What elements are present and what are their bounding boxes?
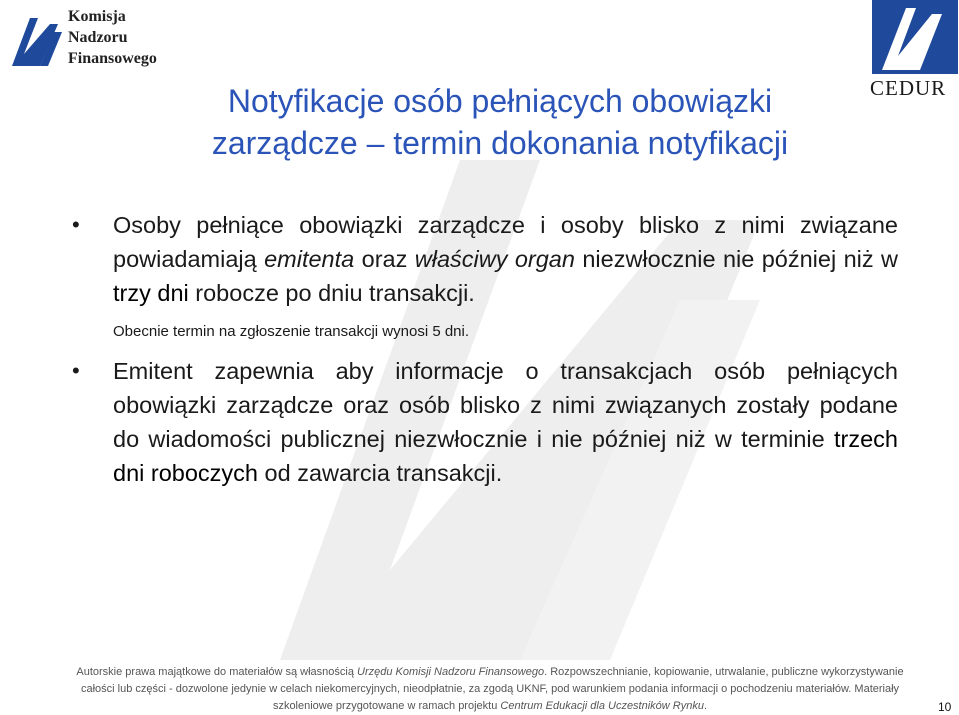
bullet1-three-days: trzy dni	[113, 280, 189, 306]
knf-logo-line1: Komisja	[68, 8, 126, 25]
cedur-logo-text: CEDUR	[870, 76, 947, 100]
bullet-notification-duty	[72, 208, 898, 310]
slide-title-line2: zarządcze – termin dokonania notyfikacji	[211, 125, 789, 161]
footer-project-name: Centrum Edukacji dla Uczestników Rynku	[500, 700, 704, 712]
footer-text-1: Autorskie prawa majątkowe do materiałów są własnością	[76, 666, 357, 678]
footer-text-2: . Rozpowszechnianie, kopiowanie, utrwalanie, publiczne wykorzystywanie całości lub części - dozwolone jedynie w celach niekomercyjnych, nieodpłatnie, za zgodą UKNF, pod warunkiem podania informacji o pochodzeniu materiałów. Materiały szkoleniowe przygotowane w ramach projektu	[80, 666, 904, 712]
footer-uknf: Urzędu Komisji Nadzoru Finansowego	[357, 666, 545, 678]
bullet1-organ: właściwy organ	[414, 246, 575, 272]
bullet-issuer-disclosure	[72, 354, 898, 490]
slide-title-line1: Notyfikacje osób pełniących obowiązki	[227, 83, 773, 119]
bullet2-text-a: Emitent zapewnia aby informacje o transakcjach osób pełniących obowiązki zarządcze oraz osób blisko z nimi związanych zostały podane do wiadomości publicznej niezwłocznie i nie później niż w terminie	[113, 358, 898, 452]
bullet1-text-a: Osoby pełniące obowiązki zarządcze i osoby blisko z nimi związane powiadamiają	[113, 212, 898, 272]
cedur-mark-icon	[872, 0, 958, 74]
knf-logo	[10, 6, 170, 86]
knf-logo-line3: Finansowego	[68, 50, 157, 67]
current-deadline-note: Obecnie termin na zgłoszenie transakcji wynosi 5 dni.	[113, 323, 470, 340]
bullet1-text-c: niezwłocznie nie później niż w	[574, 246, 898, 272]
bullet-dot-icon: •	[72, 358, 80, 383]
bullet2-three-business-days: trzech dni roboczych	[113, 426, 898, 486]
slide-title	[150, 80, 850, 164]
knf-logo-line2: Nadzoru	[68, 29, 128, 46]
bullet1-emitent: emitenta	[264, 246, 355, 272]
copyright-footer	[60, 664, 920, 715]
footer-text-3: .	[703, 700, 708, 712]
knf-emblem-icon	[10, 10, 66, 66]
bullet2-text-b: od zawarcia transakcji.	[258, 460, 503, 486]
bullet1-text-d: robocze po dniu transakcji.	[188, 280, 475, 306]
slide-content	[72, 208, 898, 490]
cedur-logo	[862, 0, 959, 100]
bullet-dot-icon: •	[72, 212, 80, 237]
bullet1-text-b: oraz	[354, 246, 415, 272]
cedur-emblem	[872, 0, 958, 74]
page-number: 10	[938, 700, 952, 714]
